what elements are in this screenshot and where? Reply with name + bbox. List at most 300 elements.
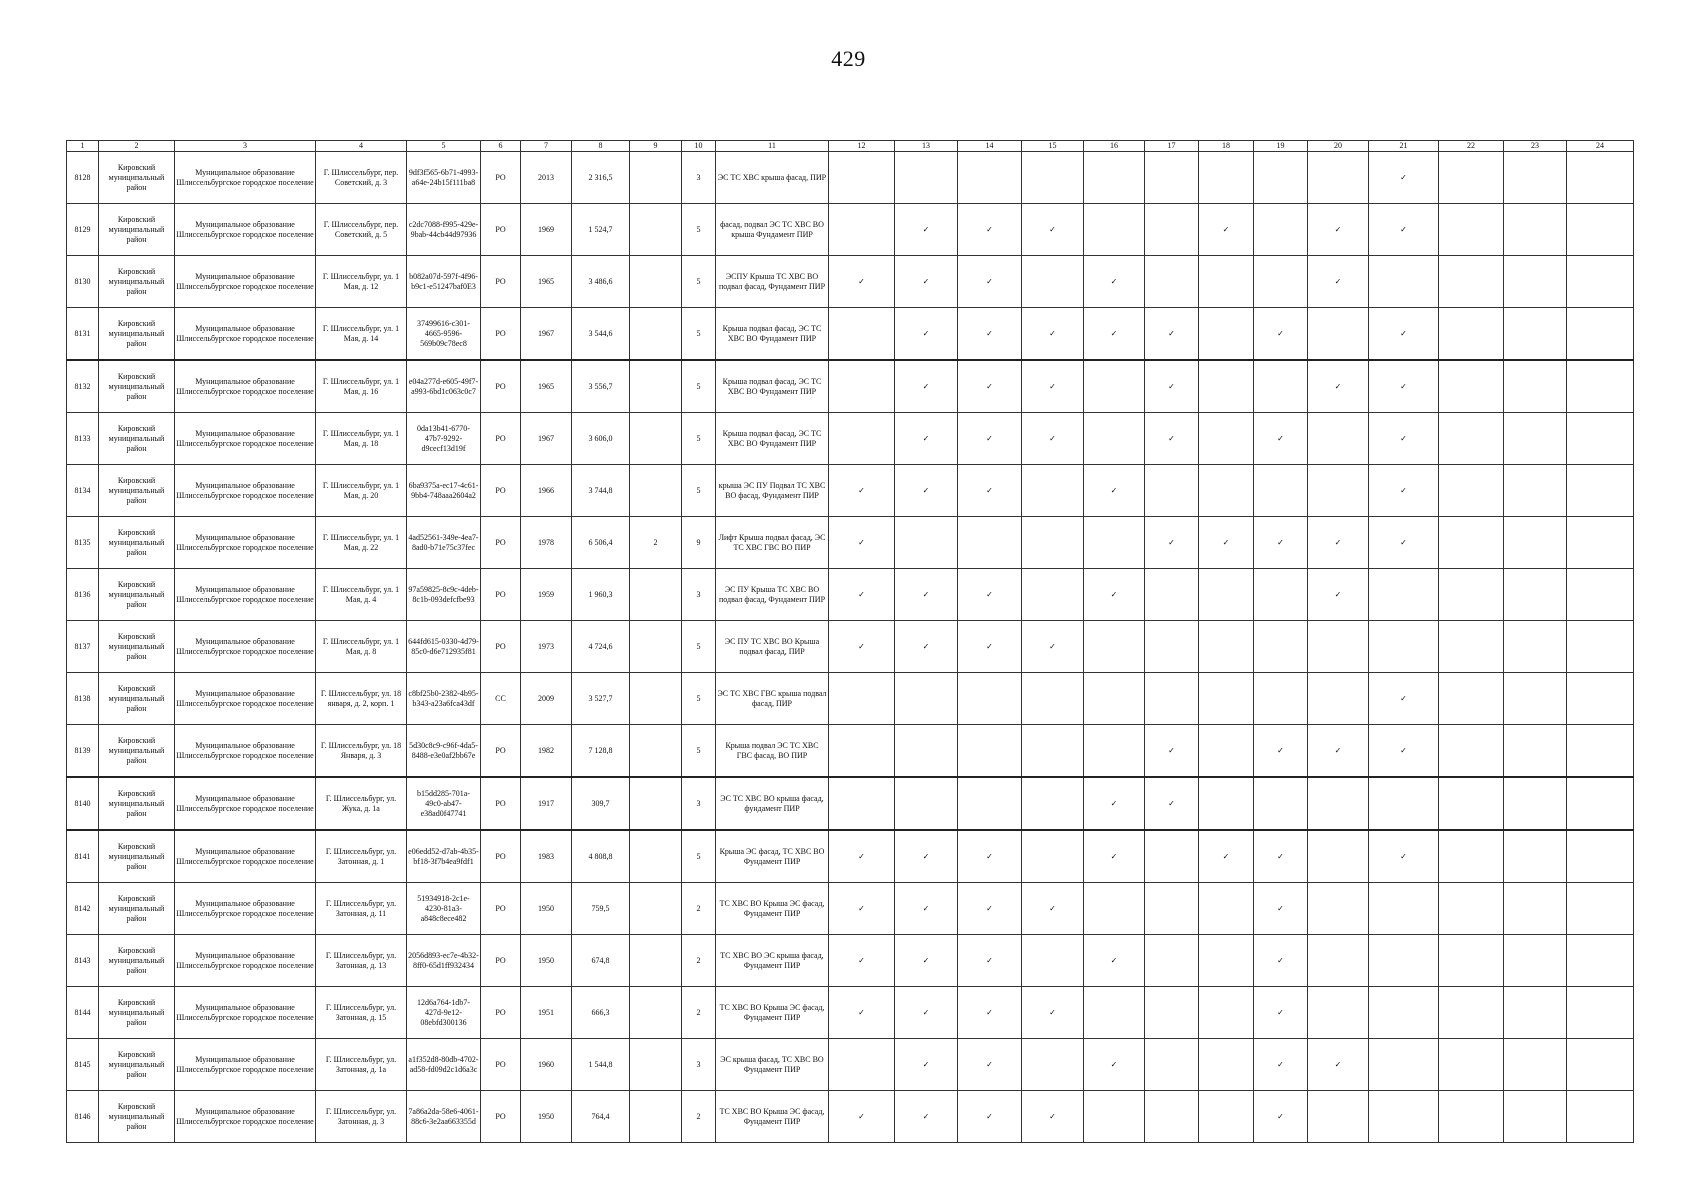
- check-mark-icon: ✓: [1168, 537, 1175, 547]
- work-check-cell-col-23: [1504, 883, 1567, 935]
- work-check-cell-col-13: [895, 465, 958, 517]
- row-number-cell: 8144: [67, 987, 99, 1039]
- work-check-cell-col-24: [1567, 777, 1634, 830]
- district-cell: Кировский муниципальный район: [99, 413, 175, 465]
- work-check-cell-col-22: [1439, 777, 1504, 830]
- row-number-cell: 8133: [67, 413, 99, 465]
- address-cell: Г. Шлиссельбург, ул. Жука, д. 1а: [316, 777, 407, 830]
- ownership-type-cell: РО: [481, 725, 521, 778]
- work-check-cell-col-19: [1254, 360, 1308, 413]
- column-10-cell: 5: [682, 413, 716, 465]
- work-check-cell-col-17: [1145, 517, 1199, 569]
- work-check-cell-col-12: [829, 883, 895, 935]
- ownership-type-cell: РО: [481, 987, 521, 1039]
- work-check-cell-col-17: [1145, 725, 1199, 778]
- municipality-cell: Муниципальное образование Шлиссельбургское городское поселение: [175, 935, 316, 987]
- check-mark-icon: ✓: [922, 589, 930, 599]
- address-cell: Г. Шлиссельбург, ул. Затонная, д. 11: [316, 883, 407, 935]
- works-list-cell: ЭС ПУ ТС ХВС ВО Крыша подвал фасад, ПИР: [716, 621, 829, 673]
- table-row: [67, 569, 1634, 621]
- check-mark-icon: ✓: [1222, 851, 1230, 861]
- district-cell: Кировский муниципальный район: [99, 777, 175, 830]
- address-cell: Г. Шлиссельбург, ул. 1 Мая, д. 22: [316, 517, 407, 569]
- district-cell: Кировский муниципальный район: [99, 883, 175, 935]
- municipality-cell: Муниципальное образование Шлиссельбургское городское поселение: [175, 830, 316, 883]
- row-number-cell: 8138: [67, 673, 99, 725]
- work-check-cell-col-18: [1199, 987, 1254, 1039]
- work-check-cell-col-24: [1567, 987, 1634, 1039]
- work-check-cell-col-20: [1308, 777, 1369, 830]
- work-check-cell-col-12: [829, 465, 895, 517]
- column-10-cell: 2: [682, 935, 716, 987]
- column-10-cell: 5: [682, 621, 716, 673]
- works-list-cell: ЭСПУ Крыша ТС ХВС ВО подвал фасад, Фундамент ПИР: [716, 256, 829, 308]
- work-check-cell-col-21: [1369, 935, 1439, 987]
- work-check-cell-col-13: [895, 569, 958, 621]
- ownership-type-cell: РО: [481, 413, 521, 465]
- work-check-cell-col-23: [1504, 204, 1567, 256]
- works-list-cell: ТС ХВС ВО Крыша ЭС фасад, Фундамент ПИР: [716, 1091, 829, 1143]
- work-check-cell-col-19: [1254, 308, 1308, 361]
- work-check-cell-col-21: [1369, 360, 1439, 413]
- work-check-cell-col-14: [958, 830, 1022, 883]
- ownership-type-cell: РО: [481, 517, 521, 569]
- work-check-cell-col-20: [1308, 413, 1369, 465]
- works-list-cell: фасад, подвал ЭС ТС ХВС ВО крыша Фундамент ПИР: [716, 204, 829, 256]
- table-row: [67, 465, 1634, 517]
- check-mark-icon: ✓: [922, 1059, 930, 1069]
- address-cell: Г. Шлиссельбург, ул. 1 Мая, д. 12: [316, 256, 407, 308]
- work-check-cell-col-20: [1308, 152, 1369, 204]
- work-check-cell-col-18: [1199, 673, 1254, 725]
- work-check-cell-col-12: [829, 987, 895, 1039]
- guid-cell: 644fd615-0330-4d79-85c0-d6e712935f81: [407, 621, 481, 673]
- work-check-cell-col-14: [958, 465, 1022, 517]
- check-mark-icon: ✓: [1277, 1007, 1284, 1017]
- work-check-cell-col-12: [829, 621, 895, 673]
- work-check-cell-col-12: [829, 673, 895, 725]
- work-check-cell-col-22: [1439, 1039, 1504, 1091]
- row-number-cell: 8142: [67, 883, 99, 935]
- check-mark-icon: ✓: [1400, 172, 1407, 182]
- work-check-cell-col-16: [1084, 204, 1145, 256]
- column-header-1: 1: [67, 141, 99, 152]
- work-check-cell-col-24: [1567, 935, 1634, 987]
- work-check-cell-col-13: [895, 673, 958, 725]
- check-mark-icon: ✓: [986, 224, 993, 234]
- address-cell: Г. Шлиссельбург, ул. Затонная, д. 1: [316, 830, 407, 883]
- work-check-cell-col-14: [958, 413, 1022, 465]
- work-check-cell-col-22: [1439, 883, 1504, 935]
- check-mark-icon: ✓: [1168, 745, 1175, 755]
- work-check-cell-col-21: [1369, 413, 1439, 465]
- ownership-type-cell: РО: [481, 1039, 521, 1091]
- ownership-type-cell: РО: [481, 621, 521, 673]
- row-number-cell: 8141: [67, 830, 99, 883]
- work-check-cell-col-23: [1504, 777, 1567, 830]
- year-cell: 1966: [521, 465, 572, 517]
- column-header-21: 21: [1369, 141, 1439, 152]
- column-header-24: 24: [1567, 141, 1634, 152]
- work-check-cell-col-24: [1567, 204, 1634, 256]
- work-check-cell-col-24: [1567, 360, 1634, 413]
- work-check-cell-col-16: [1084, 1091, 1145, 1143]
- work-check-cell-col-20: [1308, 1039, 1369, 1091]
- works-list-cell: Крыша ЭС фасад, ТС ХВС ВО Фундамент ПИР: [716, 830, 829, 883]
- ownership-type-cell: СС: [481, 673, 521, 725]
- work-check-cell-col-13: [895, 935, 958, 987]
- district-cell: Кировский муниципальный район: [99, 517, 175, 569]
- year-cell: 1967: [521, 308, 572, 361]
- guid-cell: 7a86a2da-58e6-4061-88c6-3e2aa663355d: [407, 1091, 481, 1143]
- work-check-cell-col-15: [1022, 465, 1084, 517]
- guid-cell: e06edd52-d7ab-4b35-bf18-3f7b4ea9fdf1: [407, 830, 481, 883]
- row-number-cell: 8136: [67, 569, 99, 621]
- table-row: [67, 777, 1634, 830]
- column-10-cell: 5: [682, 308, 716, 361]
- check-mark-icon: ✓: [986, 1059, 993, 1069]
- guid-cell: b15dd285-701a-49c0-ab47-e38ad0f47741: [407, 777, 481, 830]
- column-header-7: 7: [521, 141, 572, 152]
- work-check-cell-col-15: [1022, 517, 1084, 569]
- area-cell: 4 724,6: [572, 621, 630, 673]
- work-check-cell-col-14: [958, 883, 1022, 935]
- area-cell: 3 744,8: [572, 465, 630, 517]
- work-check-cell-col-20: [1308, 308, 1369, 361]
- check-mark-icon: ✓: [1334, 1059, 1342, 1069]
- works-list-cell: ЭС ПУ Крыша ТС ХВС ВО подвал фасад, Фундамент ПИР: [716, 569, 829, 621]
- district-cell: Кировский муниципальный район: [99, 204, 175, 256]
- work-check-cell-col-15: [1022, 413, 1084, 465]
- works-list-cell: крыша ЭС ПУ Подвал ТС ХВС ВО фасад, Фундамент ПИР: [716, 465, 829, 517]
- column-header-16: 16: [1084, 141, 1145, 152]
- area-cell: 3 556,7: [572, 360, 630, 413]
- work-check-cell-col-16: [1084, 569, 1145, 621]
- check-mark-icon: ✓: [1277, 955, 1284, 965]
- row-number-cell: 8139: [67, 725, 99, 778]
- work-check-cell-col-15: [1022, 1091, 1084, 1143]
- municipality-cell: Муниципальное образование Шлиссельбургское городское поселение: [175, 621, 316, 673]
- work-check-cell-col-24: [1567, 725, 1634, 778]
- work-check-cell-col-19: [1254, 673, 1308, 725]
- work-check-cell-col-22: [1439, 830, 1504, 883]
- check-mark-icon: ✓: [1049, 224, 1056, 234]
- column-header-22: 22: [1439, 141, 1504, 152]
- work-check-cell-col-22: [1439, 413, 1504, 465]
- municipality-cell: Муниципальное образование Шлиссельбургское городское поселение: [175, 308, 316, 361]
- work-check-cell-col-16: [1084, 360, 1145, 413]
- work-check-cell-col-20: [1308, 883, 1369, 935]
- work-check-cell-col-19: [1254, 777, 1308, 830]
- work-check-cell-col-13: [895, 152, 958, 204]
- check-mark-icon: ✓: [1049, 381, 1056, 391]
- check-mark-icon: ✓: [986, 433, 993, 443]
- work-check-cell-col-14: [958, 152, 1022, 204]
- table-row: [67, 517, 1634, 569]
- work-check-cell-col-17: [1145, 987, 1199, 1039]
- work-check-cell-col-18: [1199, 308, 1254, 361]
- column-header-18: 18: [1199, 141, 1254, 152]
- work-check-cell-col-18: [1199, 725, 1254, 778]
- work-check-cell-col-14: [958, 673, 1022, 725]
- work-check-cell-col-14: [958, 777, 1022, 830]
- work-check-cell-col-21: [1369, 1039, 1439, 1091]
- work-check-cell-col-21: [1369, 621, 1439, 673]
- check-mark-icon: ✓: [986, 328, 993, 338]
- work-check-cell-col-15: [1022, 987, 1084, 1039]
- work-check-cell-col-17: [1145, 413, 1199, 465]
- work-check-cell-col-16: [1084, 256, 1145, 308]
- year-cell: 2009: [521, 673, 572, 725]
- work-check-cell-col-23: [1504, 621, 1567, 673]
- work-check-cell-col-17: [1145, 569, 1199, 621]
- work-check-cell-col-17: [1145, 152, 1199, 204]
- work-check-cell-col-17: [1145, 256, 1199, 308]
- ownership-type-cell: РО: [481, 152, 521, 204]
- guid-cell: c8bf25b0-2382-4b95-b343-a23a6fca43df: [407, 673, 481, 725]
- work-check-cell-col-22: [1439, 465, 1504, 517]
- check-mark-icon: ✓: [1277, 745, 1284, 755]
- works-list-cell: ТС ХВС ВО Крыша ЭС фасад, Фундамент ПИР: [716, 883, 829, 935]
- work-check-cell-col-22: [1439, 152, 1504, 204]
- column-9-cell: [630, 725, 682, 778]
- year-cell: 1960: [521, 1039, 572, 1091]
- work-check-cell-col-14: [958, 935, 1022, 987]
- ownership-type-cell: РО: [481, 360, 521, 413]
- check-mark-icon: ✓: [922, 276, 930, 286]
- page-number: 429: [831, 46, 866, 71]
- address-cell: Г. Шлиссельбург, ул. Затонная, д. 13: [316, 935, 407, 987]
- row-number-cell: 8132: [67, 360, 99, 413]
- column-header-20: 20: [1308, 141, 1369, 152]
- district-cell: Кировский муниципальный район: [99, 152, 175, 204]
- work-check-cell-col-20: [1308, 517, 1369, 569]
- column-9-cell: [630, 777, 682, 830]
- check-mark-icon: ✓: [1400, 328, 1407, 338]
- work-check-cell-col-17: [1145, 465, 1199, 517]
- work-check-cell-col-14: [958, 204, 1022, 256]
- work-check-cell-col-19: [1254, 725, 1308, 778]
- column-9-cell: [630, 360, 682, 413]
- column-header-13: 13: [895, 141, 958, 152]
- area-cell: 3 544,6: [572, 308, 630, 361]
- work-check-cell-col-23: [1504, 308, 1567, 361]
- guid-cell: 51934918-2c1e-4230-81a3-a848c8ece482: [407, 883, 481, 935]
- work-check-cell-col-23: [1504, 1039, 1567, 1091]
- work-check-cell-col-15: [1022, 621, 1084, 673]
- work-check-cell-col-17: [1145, 204, 1199, 256]
- work-check-cell-col-21: [1369, 725, 1439, 778]
- work-check-cell-col-13: [895, 360, 958, 413]
- address-cell: Г. Шлиссельбург, ул. Затонная, д. 3: [316, 1091, 407, 1143]
- work-check-cell-col-14: [958, 569, 1022, 621]
- address-cell: Г. Шлиссельбург, ул. 1 Мая, д. 18: [316, 413, 407, 465]
- column-header-8: 8: [572, 141, 630, 152]
- work-check-cell-col-20: [1308, 256, 1369, 308]
- check-mark-icon: ✓: [1049, 328, 1056, 338]
- area-cell: 674,8: [572, 935, 630, 987]
- column-header-9: 9: [630, 141, 682, 152]
- year-cell: 1959: [521, 569, 572, 621]
- work-check-cell-col-15: [1022, 725, 1084, 778]
- address-cell: Г. Шлиссельбург, ул. 18 Января, д. 3: [316, 725, 407, 778]
- works-list-cell: ЭС ТС ХВС крыша фасад, ПИР: [716, 152, 829, 204]
- check-mark-icon: ✓: [858, 1111, 865, 1121]
- check-mark-icon: ✓: [1334, 381, 1342, 391]
- check-mark-icon: ✓: [922, 1007, 930, 1017]
- guid-cell: 4ad52561-349e-4ea7-8ad0-b71e75c37fec: [407, 517, 481, 569]
- work-check-cell-col-21: [1369, 204, 1439, 256]
- work-check-cell-col-18: [1199, 517, 1254, 569]
- work-check-cell-col-18: [1199, 883, 1254, 935]
- work-check-cell-col-22: [1439, 935, 1504, 987]
- municipality-cell: Муниципальное образование Шлиссельбургское городское поселение: [175, 1091, 316, 1143]
- work-check-cell-col-22: [1439, 308, 1504, 361]
- work-check-cell-col-16: [1084, 465, 1145, 517]
- check-mark-icon: ✓: [986, 381, 993, 391]
- column-10-cell: 5: [682, 465, 716, 517]
- work-check-cell-col-18: [1199, 935, 1254, 987]
- work-check-cell-col-16: [1084, 725, 1145, 778]
- work-check-cell-col-22: [1439, 360, 1504, 413]
- column-9-cell: [630, 152, 682, 204]
- work-check-cell-col-16: [1084, 517, 1145, 569]
- address-cell: Г. Шлиссельбург, ул. Затонная, д. 1а: [316, 1039, 407, 1091]
- work-check-cell-col-14: [958, 1091, 1022, 1143]
- year-cell: 1950: [521, 935, 572, 987]
- table-row: [67, 621, 1634, 673]
- municipality-cell: Муниципальное образование Шлиссельбургское городское поселение: [175, 465, 316, 517]
- address-cell: Г. Шлиссельбург, ул. 1 Мая, д. 16: [316, 360, 407, 413]
- column-9-cell: [630, 308, 682, 361]
- work-check-cell-col-16: [1084, 987, 1145, 1039]
- column-9-cell: 2: [630, 517, 682, 569]
- column-header-12: 12: [829, 141, 895, 152]
- check-mark-icon: ✓: [1049, 1007, 1056, 1017]
- column-9-cell: [630, 673, 682, 725]
- work-check-cell-col-17: [1145, 621, 1199, 673]
- work-check-cell-col-21: [1369, 1091, 1439, 1143]
- work-check-cell-col-20: [1308, 725, 1369, 778]
- work-check-cell-col-23: [1504, 987, 1567, 1039]
- work-check-cell-col-15: [1022, 569, 1084, 621]
- check-mark-icon: ✓: [1400, 485, 1407, 495]
- work-check-cell-col-21: [1369, 569, 1439, 621]
- municipality-cell: Муниципальное образование Шлиссельбургское городское поселение: [175, 987, 316, 1039]
- work-check-cell-col-21: [1369, 517, 1439, 569]
- year-cell: 1982: [521, 725, 572, 778]
- district-cell: Кировский муниципальный район: [99, 987, 175, 1039]
- row-number-cell: 8134: [67, 465, 99, 517]
- column-10-cell: 9: [682, 517, 716, 569]
- work-check-cell-col-14: [958, 987, 1022, 1039]
- work-check-cell-col-24: [1567, 569, 1634, 621]
- work-check-cell-col-15: [1022, 1039, 1084, 1091]
- ownership-type-cell: РО: [481, 777, 521, 830]
- work-check-cell-col-18: [1199, 830, 1254, 883]
- work-check-cell-col-24: [1567, 152, 1634, 204]
- year-cell: 1965: [521, 256, 572, 308]
- guid-cell: 12d6a764-1db7-427d-9e12-08ebfd300136: [407, 987, 481, 1039]
- work-check-cell-col-23: [1504, 830, 1567, 883]
- ownership-type-cell: РО: [481, 935, 521, 987]
- address-cell: Г. Шлиссельбург, ул. 1 Мая, д. 20: [316, 465, 407, 517]
- ownership-type-cell: РО: [481, 830, 521, 883]
- work-check-cell-col-12: [829, 777, 895, 830]
- column-header-19: 19: [1254, 141, 1308, 152]
- work-check-cell-col-24: [1567, 673, 1634, 725]
- column-header-6: 6: [481, 141, 521, 152]
- table-row: [67, 883, 1634, 935]
- work-check-cell-col-20: [1308, 1091, 1369, 1143]
- work-check-cell-col-12: [829, 204, 895, 256]
- municipality-cell: Муниципальное образование Шлиссельбургское городское поселение: [175, 725, 316, 778]
- check-mark-icon: ✓: [1334, 589, 1342, 599]
- work-check-cell-col-15: [1022, 777, 1084, 830]
- check-mark-icon: ✓: [1277, 851, 1284, 861]
- work-check-cell-col-15: [1022, 308, 1084, 361]
- table-row: [67, 673, 1634, 725]
- check-mark-icon: ✓: [986, 485, 993, 495]
- municipality-cell: Муниципальное образование Шлиссельбургское городское поселение: [175, 777, 316, 830]
- guid-cell: 9df3f565-6b71-4993-a64e-24b15f111ba8: [407, 152, 481, 204]
- work-check-cell-col-18: [1199, 413, 1254, 465]
- work-check-cell-col-14: [958, 725, 1022, 778]
- check-mark-icon: ✓: [1277, 903, 1284, 913]
- work-check-cell-col-16: [1084, 413, 1145, 465]
- check-mark-icon: ✓: [1400, 381, 1407, 391]
- work-check-cell-col-24: [1567, 256, 1634, 308]
- work-check-cell-col-13: [895, 413, 958, 465]
- column-10-cell: 5: [682, 725, 716, 778]
- work-check-cell-col-13: [895, 621, 958, 673]
- check-mark-icon: ✓: [1110, 328, 1118, 338]
- work-check-cell-col-14: [958, 621, 1022, 673]
- works-list-cell: ТС ХВС ВО Крыша ЭС фасад, Фундамент ПИР: [716, 987, 829, 1039]
- check-mark-icon: ✓: [1277, 537, 1284, 547]
- work-check-cell-col-20: [1308, 360, 1369, 413]
- work-check-cell-col-15: [1022, 673, 1084, 725]
- work-check-cell-col-14: [958, 360, 1022, 413]
- table-row: [67, 308, 1634, 361]
- year-cell: 1950: [521, 1091, 572, 1143]
- work-check-cell-col-20: [1308, 935, 1369, 987]
- check-mark-icon: ✓: [922, 955, 930, 965]
- year-cell: 1973: [521, 621, 572, 673]
- work-check-cell-col-18: [1199, 621, 1254, 673]
- check-mark-icon: ✓: [986, 1111, 993, 1121]
- work-check-cell-col-24: [1567, 1091, 1634, 1143]
- check-mark-icon: ✓: [1110, 276, 1118, 286]
- work-check-cell-col-20: [1308, 673, 1369, 725]
- work-check-cell-col-12: [829, 256, 895, 308]
- work-check-cell-col-12: [829, 152, 895, 204]
- column-9-cell: [630, 883, 682, 935]
- column-header-11: 11: [716, 141, 829, 152]
- ownership-type-cell: РО: [481, 465, 521, 517]
- work-check-cell-col-15: [1022, 360, 1084, 413]
- work-check-cell-col-16: [1084, 1039, 1145, 1091]
- address-cell: Г. Шлиссельбург, ул. 1 Мая, д. 14: [316, 308, 407, 361]
- work-check-cell-col-17: [1145, 1039, 1199, 1091]
- column-9-cell: [630, 204, 682, 256]
- row-number-cell: 8135: [67, 517, 99, 569]
- column-header-15: 15: [1022, 141, 1084, 152]
- check-mark-icon: ✓: [858, 537, 865, 547]
- work-check-cell-col-19: [1254, 830, 1308, 883]
- work-check-cell-col-13: [895, 777, 958, 830]
- year-cell: 1983: [521, 830, 572, 883]
